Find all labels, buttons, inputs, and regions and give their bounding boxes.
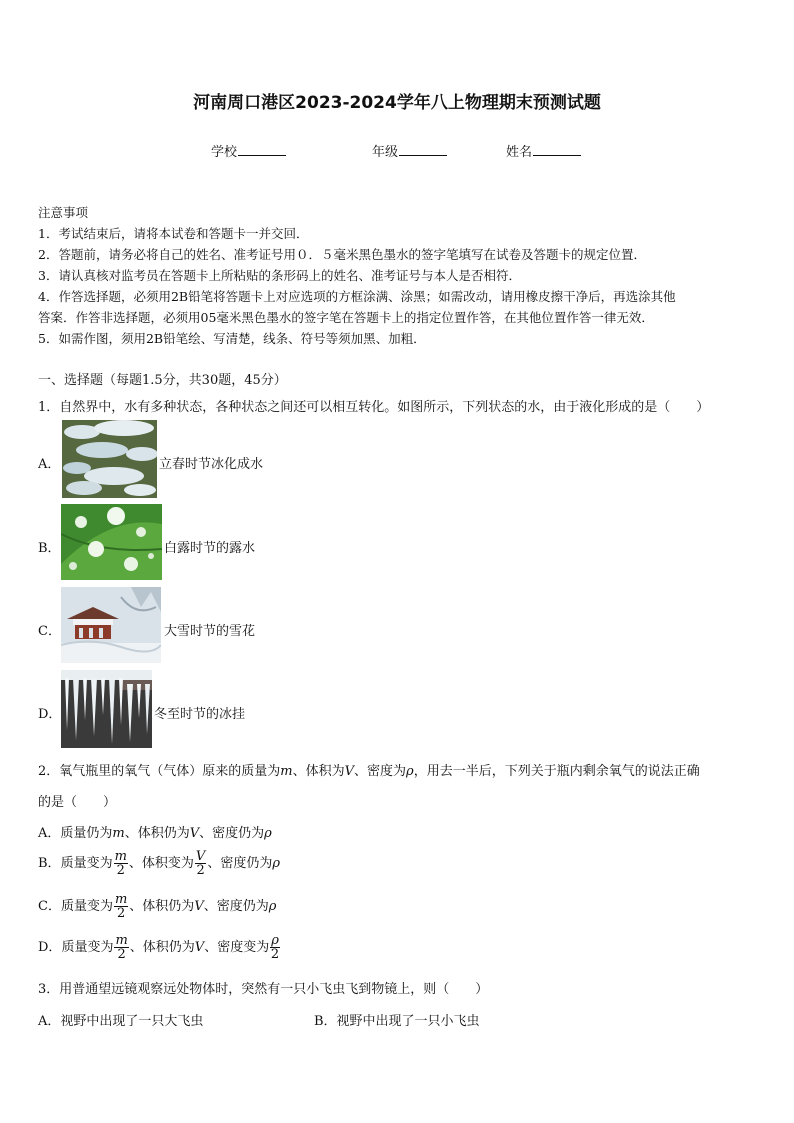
note-line: 3．请认真核对监考员在答题卡上所粘贴的条形码上的姓名、准考证号与本人是否相符．	[38, 268, 521, 283]
q3-option-b[interactable]: B．视野中出现了一只小飞虫	[314, 1014, 480, 1029]
note-line: 5．如需作图，须用2B铅笔绘、写清楚，线条、符号等须加黑、加粗．	[38, 331, 426, 346]
fraction-v-half: $\frac{V}{2}$	[195, 849, 206, 878]
icicles-image	[61, 670, 152, 748]
question-3-stem: 3．用普通望远镜观察远处物体时，突然有一只小飞虫飞到物镜上，则（ ）	[38, 982, 489, 997]
page-title: 河南周口港区2023-2024学年八上物理期末预测试题	[193, 93, 601, 113]
school-blank[interactable]	[238, 143, 286, 156]
q2-option-a[interactable]: A．质量仍为m、体积仍为V、密度仍为ρ	[38, 826, 272, 841]
name-blank[interactable]	[533, 143, 581, 156]
dew-leaf-image	[61, 504, 162, 580]
q1-option-a-label[interactable]: A．	[38, 457, 61, 472]
section-heading: 一、选择题（每题1.5分，共30题，45分）	[38, 373, 287, 388]
fraction-m-half: $\frac{m}{2}$	[114, 849, 127, 878]
q1-option-b-text: 白露时节的露水	[164, 541, 256, 556]
note-line: 4．作答选择题，必须用2B铅笔将答题卡上对应选项的方框涂满、涂黑；如需改动，请用橡皮擦干净后，再选涂其他	[38, 289, 676, 304]
note-line: 2．答题前，请务必将自己的姓名、准考证号用０．５毫米黑色墨水的签字笔填写在试卷及答题卡的规定位置．	[38, 247, 646, 262]
fraction-rho-half: $\frac{\rho}{2}$	[270, 933, 280, 962]
q1-option-c-label[interactable]: C．	[38, 624, 61, 639]
q1-option-a-text: 立春时节冰化成水	[159, 457, 264, 472]
q2-option-b[interactable]: B．质量变为 $\frac{m}{2}$ 、体积变为 $\frac{V}{2}$ 、密度仍为ρ	[38, 849, 280, 878]
q1-option-c-text: 大雪时节的雪花	[164, 624, 256, 639]
note-line: 答案．作答非选择题，必须用05毫米黑色墨水的签字笔在答题卡上的指定位置作答，在其他位置作答一律无效．	[38, 310, 654, 325]
grade-field[interactable]	[372, 141, 447, 160]
name-field[interactable]	[506, 141, 581, 160]
school-label: 学校	[211, 145, 238, 160]
q1-option-d-label[interactable]: D．	[38, 707, 62, 722]
question-2-stem: 2．氧气瓶里的氧气（气体）原来的质量为m、体积为V、密度为ρ，用去一半后，下列关于瓶内剩余氧气的说法正确	[38, 764, 700, 779]
fraction-m-half: $\frac{m}{2}$	[115, 933, 128, 962]
q2-option-c[interactable]: C．质量变为 $\frac{m}{2}$ 、体积仍为V、密度仍为ρ	[38, 892, 277, 921]
q3-option-a[interactable]: A．视野中出现了一只大飞虫	[38, 1014, 204, 1029]
note-line: 1．考试结束后，请将本试卷和答题卡一并交回．	[38, 226, 309, 241]
question-1-stem: 1．自然界中，水有多种状态，各种状态之间还可以相互转化。如图所示，下列状态的水，由于液化形成的是（ ）	[38, 400, 710, 415]
school-field[interactable]	[211, 141, 286, 160]
q2-option-d[interactable]: D．质量变为 $\frac{m}{2}$ 、体积仍为V、密度变为 $\frac{\rho}{2}$	[38, 933, 280, 962]
notes-heading: 注意事项	[38, 205, 89, 220]
name-label: 姓名	[506, 145, 533, 160]
snow-pavilion-image	[61, 587, 161, 663]
ice-melting-image	[62, 420, 157, 498]
question-2-stem-cont: 的是（ ）	[38, 795, 117, 810]
fraction-m-half: $\frac{m}{2}$	[114, 892, 128, 921]
q1-option-b-label[interactable]: B．	[38, 541, 61, 556]
grade-label: 年级	[372, 145, 399, 160]
grade-blank[interactable]	[399, 143, 447, 156]
q1-option-d-text: 冬至时节的冰挂	[154, 707, 246, 722]
